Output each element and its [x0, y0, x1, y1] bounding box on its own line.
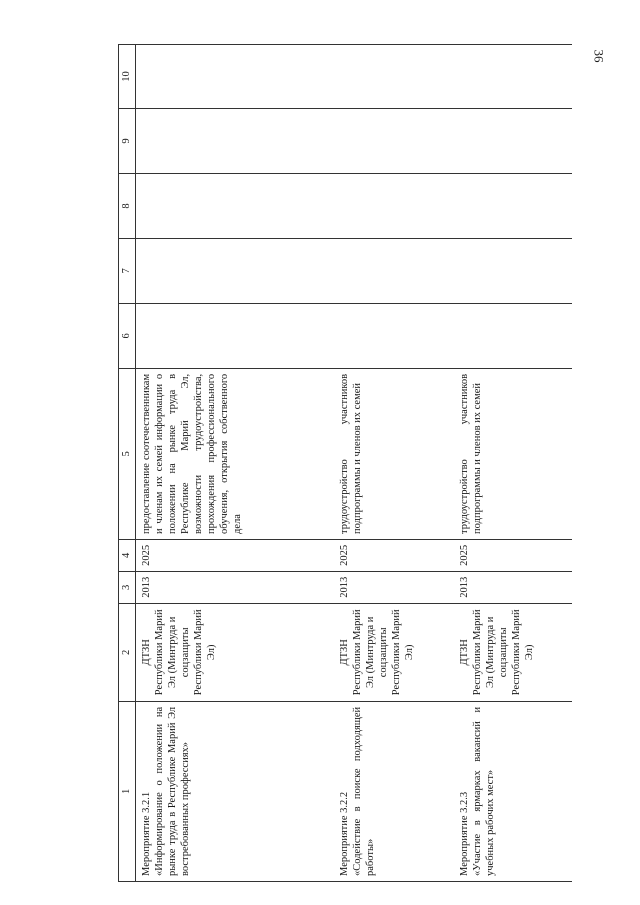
page-number: 36 [591, 49, 607, 63]
empty-cell [136, 303, 334, 368]
empty-cell [136, 108, 334, 173]
end-year: 2025 [334, 539, 454, 571]
empty-cell [136, 238, 334, 303]
header-cell: 8 [119, 173, 136, 238]
start-year: 2013 [454, 571, 572, 603]
responsible-cell [334, 603, 454, 701]
header-cell: 9 [119, 108, 136, 173]
header-cell: 7 [119, 238, 136, 303]
responsible-body: Республики Марий Эл (Минтруда и соцзащиты Республики Марий Эл) [351, 609, 415, 696]
measure-name: «Информирование о положении на рынке труда в Республике Марий Эл востребованных профессиях» [154, 706, 191, 876]
measure-number: Мероприятие 3.2.1 [141, 791, 152, 876]
measures-table [118, 44, 572, 882]
result-cell: трудоустройство участников подпрограммы и членов их семей [454, 368, 572, 539]
empty-cell [454, 303, 572, 368]
empty-cell [334, 45, 454, 109]
empty-cell [136, 173, 334, 238]
measure-number: Мероприятие 3.2.2 [338, 791, 350, 876]
start-year: 2013 [334, 571, 454, 603]
start-year: 2013 [136, 571, 334, 603]
responsible-head: ДТЗН [141, 639, 152, 666]
table-row [454, 45, 572, 882]
empty-cell [334, 238, 454, 303]
empty-cell [454, 173, 572, 238]
header-cell: 4 [119, 539, 136, 571]
rotated-table-wrapper [118, 44, 590, 882]
end-year: 2025 [454, 539, 572, 571]
measure-number: Мероприятие 3.2.3 [458, 791, 470, 876]
measure-name: «Содействие в поиске подходящей работы» [351, 706, 376, 876]
empty-cell [454, 238, 572, 303]
table-frame [118, 44, 590, 882]
table-row [136, 45, 334, 882]
table-row [334, 45, 454, 882]
header-cell: 3 [119, 571, 136, 603]
empty-cell [454, 45, 572, 109]
header-cell: 1 [119, 701, 136, 881]
result-cell: предоставление соотечественникам и членам их семей информации о положении на рынке труда в Республике Марий Эл, возможности трудоустройства, прохождения профессионального обучения, открытия собственного дела [136, 368, 334, 539]
responsible-body: Республики Марий Эл (Минтруда и соцзащиты Республики Марий Эл) [154, 609, 217, 696]
measure-cell [334, 701, 454, 881]
responsible-body: Республики Марий Эл (Минтруда и соцзащиты Республики Марий Эл) [471, 609, 535, 696]
responsible-head: ДТЗН [338, 639, 350, 666]
header-cell: 6 [119, 303, 136, 368]
header-cell: 5 [119, 368, 136, 539]
responsible-head: ДТЗН [458, 639, 470, 666]
responsible-cell [454, 603, 572, 701]
empty-cell [334, 303, 454, 368]
measure-name: «Участие в ярмарках вакансий и учебных рабочих мест» [471, 706, 496, 876]
empty-cell [334, 173, 454, 238]
measure-cell [454, 701, 572, 881]
empty-cell [334, 108, 454, 173]
header-row [119, 45, 136, 882]
empty-cell [136, 45, 334, 109]
header-cell: 10 [119, 45, 136, 109]
responsible-cell [136, 603, 334, 701]
measure-cell [136, 701, 334, 881]
empty-cell [454, 108, 572, 173]
end-year: 2025 [136, 539, 334, 571]
result-cell: трудоустройство участников подпрограммы и членов их семей [334, 368, 454, 539]
header-cell: 2 [119, 603, 136, 701]
